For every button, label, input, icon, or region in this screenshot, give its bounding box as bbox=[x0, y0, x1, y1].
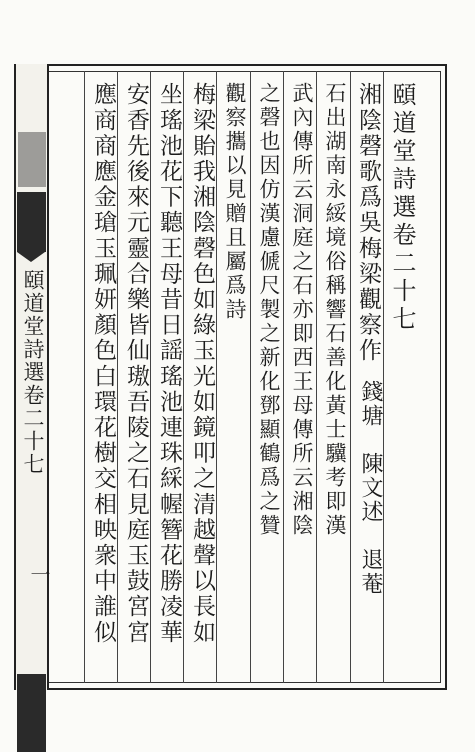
volume-title: 頤道堂詩選卷二十七 bbox=[388, 82, 416, 334]
poem-line: 應商商應金瑲玉珮妍顏色白環花樹交相映衆中誰似 bbox=[90, 82, 116, 646]
preface-line: 觀察攜以見贈且屬爲詩 bbox=[223, 82, 247, 322]
preface-line: 之磬也因仿漢慮傂尺製之新化鄧顯鶴爲之贊 bbox=[257, 82, 281, 538]
center-page-number: 一 bbox=[27, 564, 51, 584]
author-line: 錢塘 陳文述 退菴 bbox=[358, 380, 383, 596]
column-rule bbox=[150, 71, 151, 683]
preface-line: 石出湖南永綏境俗稱響石善化黃士驥考即漢 bbox=[323, 82, 347, 538]
center-fold-column bbox=[14, 64, 49, 690]
poem-line: 安香先後來元靈合樂皆仙璈吾陵之石見庭玉鼓宮宮 bbox=[123, 82, 149, 646]
poem-line: 坐瑤池花下聽王母昔日謡瑤池連珠綵幄簪花勝凌華 bbox=[156, 82, 182, 646]
column-rule bbox=[350, 71, 351, 683]
center-fold-title: 頤道堂詩選卷二十七 bbox=[21, 269, 45, 476]
fish-tail-mark-bottom bbox=[17, 674, 46, 752]
column-rule bbox=[250, 71, 251, 683]
fish-tail-mark-top bbox=[17, 192, 46, 252]
poem-title: 湘陰磬歌爲吳梅梁觀察作 bbox=[355, 82, 381, 364]
ink-blot bbox=[18, 132, 46, 187]
column-rule bbox=[183, 71, 184, 683]
column-rule bbox=[84, 71, 85, 683]
column-rule bbox=[283, 71, 284, 683]
preface-line: 武內傳所云洞庭之石亦即西王母傳所云湘陰 bbox=[290, 82, 314, 538]
poem-line: 梅梁貽我湘陰磬色如綠玉光如鏡叩之清越聲以長如 bbox=[189, 82, 215, 646]
column-rule bbox=[117, 71, 118, 683]
column-rule bbox=[316, 71, 317, 683]
column-rule bbox=[216, 71, 217, 683]
